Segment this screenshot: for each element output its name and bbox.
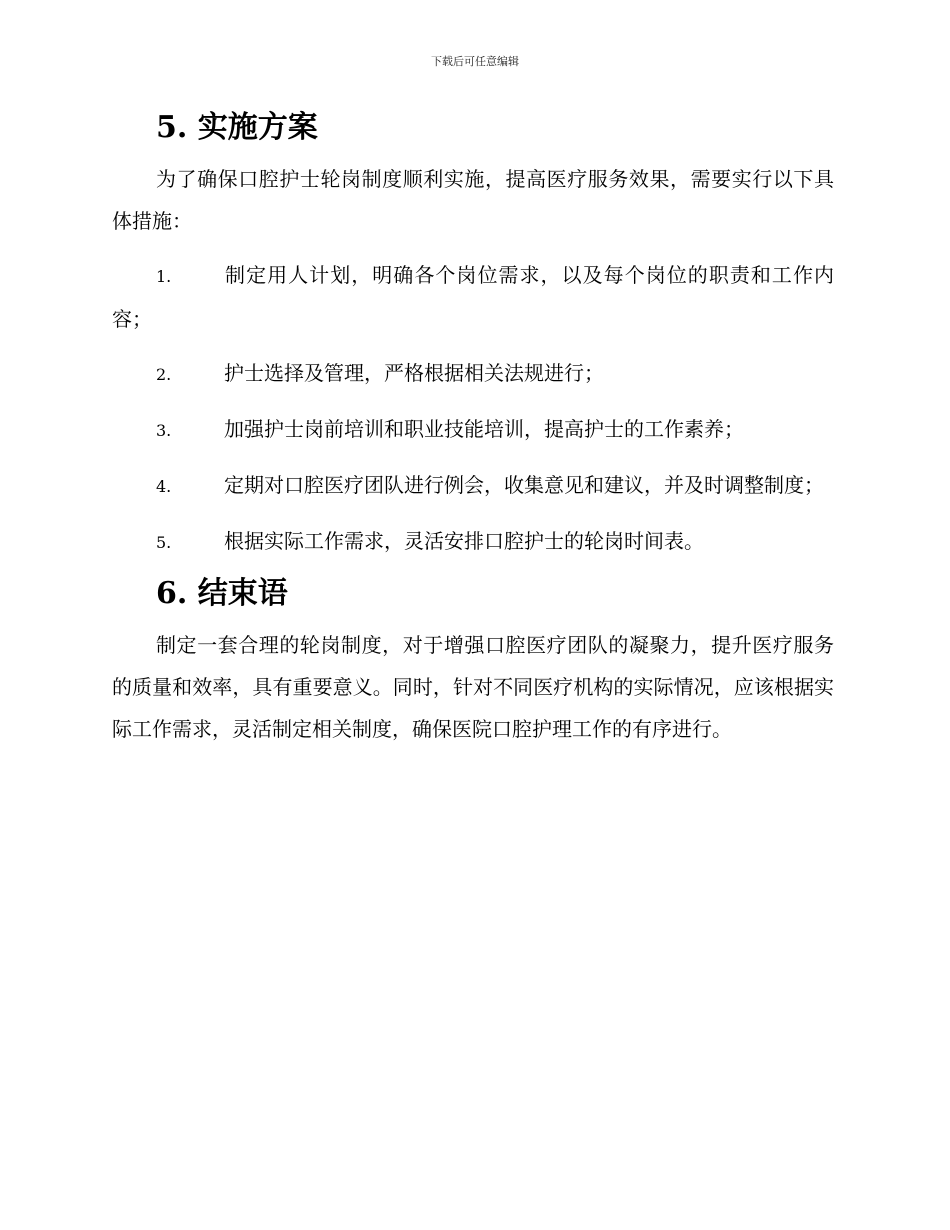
list-item <box>112 464 834 508</box>
section-intro-paragraph: 为了确保口腔护士轮岗制度顺利实施，提高医疗服务效果，需要实行以下具体措施： <box>112 167 834 233</box>
page-header: 下载后可任意编辑 <box>431 55 519 68</box>
list-item-number: 2. <box>156 365 172 384</box>
list-item-number: 3. <box>156 421 172 440</box>
list-item-text: 加强护士岗前培训和职业技能培训，提高护士的工作素养； <box>224 417 744 441</box>
list-item <box>112 520 834 564</box>
list-item-text: 定期对口腔医疗团队进行例会，收集意见和建议，并及时调整制度； <box>224 473 824 497</box>
section-heading-implementation: 5. 实施方案 <box>156 110 318 145</box>
list-item-number: 4. <box>156 477 172 496</box>
conclusion-paragraph: 制定一套合理的轮岗制度，对于增强口腔医疗团队的凝聚力，提升医疗服务的质量和效率，具有重要意义。同时，针对不同医疗机构的实际情况，应该根据实际工作需求，灵活制定相关制度，确保医院口腔护理工作的有序进行。 <box>112 633 834 741</box>
list-item-number: 5. <box>156 533 172 552</box>
list-item-text: 护士选择及管理，严格根据相关法规进行； <box>224 361 604 385</box>
list-item <box>112 408 834 452</box>
list-item <box>112 254 834 340</box>
list-item-text: 根据实际工作需求，灵活安排口腔护士的轮岗时间表。 <box>224 529 704 553</box>
list-item-text: 制定用人计划，明确各个岗位需求，以及每个岗位的职责和工作内容； <box>112 263 834 331</box>
list-item <box>112 352 834 396</box>
section-heading-conclusion: 6. 结束语 <box>156 576 288 611</box>
document-body <box>112 110 834 750</box>
list-item-number: 1. <box>156 267 172 286</box>
